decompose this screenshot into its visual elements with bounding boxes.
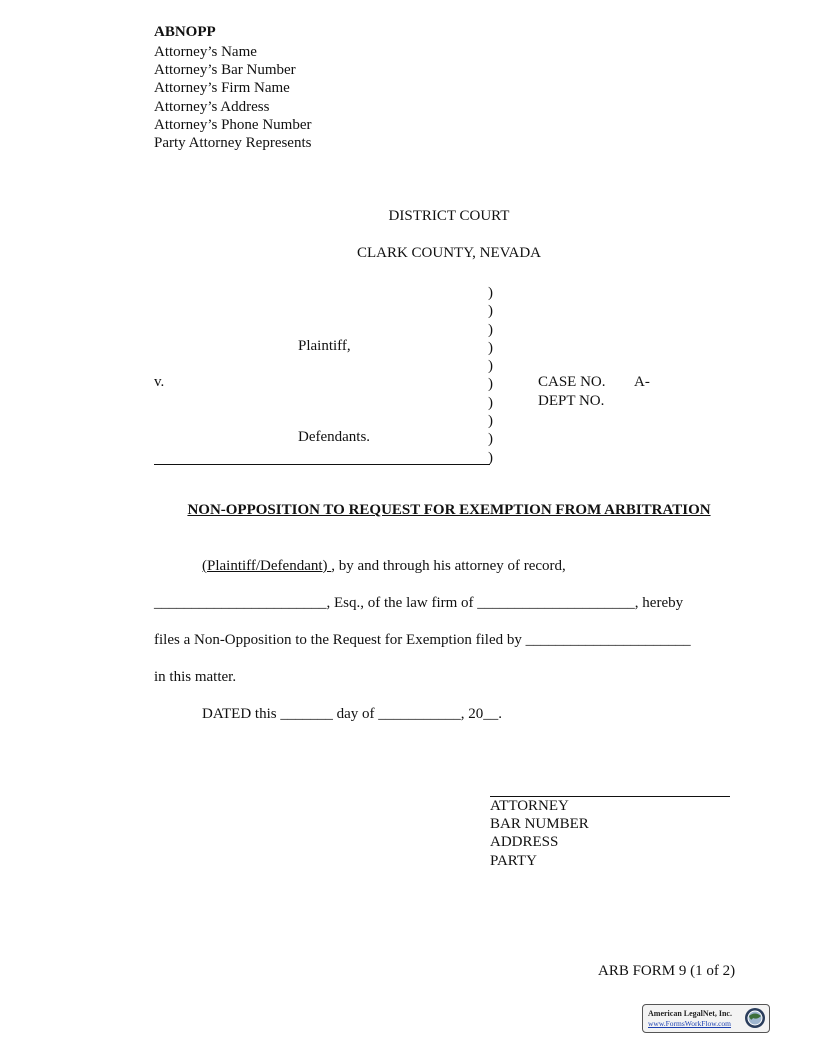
body-line-1-text: , by and through his attorney of record, (331, 558, 566, 574)
caption-paren: ) (488, 303, 493, 320)
caption-paren: ) (488, 358, 493, 375)
caption-paren: ) (488, 413, 493, 430)
attorney-name: Attorney’s Name (154, 44, 257, 60)
attorney-firm-name: Attorney’s Firm Name (154, 80, 290, 96)
caption-paren: ) (488, 431, 493, 448)
body-line-4: in this matter. (154, 669, 237, 685)
caption-paren: ) (488, 285, 493, 301)
defendants-label: Defendants. (298, 429, 371, 445)
party-placeholder: (Plaintiff/Defendant) (202, 558, 332, 574)
court-county: CLARK COUNTY, NEVADA (356, 245, 542, 261)
caption-paren: ) (488, 339, 493, 356)
dated-line: DATED this _______ day of ___________, 20__. (202, 706, 502, 722)
caption-paren: ) (488, 321, 493, 338)
caption-paren-column (488, 284, 500, 467)
plaintiff-label: Plaintiff, (298, 338, 351, 354)
document-title: NON-OPPOSITION TO REQUEST FOR EXEMPTION FROM ARBITRATION (187, 502, 711, 518)
badge-company: American LegalNet, Inc. (648, 1009, 732, 1018)
dept-no-label: DEPT NO. (538, 393, 605, 409)
caption-underline (154, 464, 490, 465)
globe-logo-icon (744, 1007, 766, 1029)
case-no-prefix: A- (634, 374, 650, 390)
signature-bar-number: BAR NUMBER (490, 816, 589, 832)
signature-attorney: ATTORNEY (490, 798, 569, 814)
body-line-3: files a Non-Opposition to the Request for Exemption filed by ______________________ (154, 632, 691, 648)
form-code: ABNOPP (154, 24, 216, 40)
form-label: ARB FORM 9 (1 of 2) (598, 963, 736, 979)
signature-party: PARTY (490, 853, 537, 869)
case-no-label: CASE NO. (538, 374, 606, 390)
caption-paren: ) (488, 394, 493, 411)
body-line-1 (202, 558, 566, 575)
badge-url[interactable]: www.FormsWorkFlow.com (648, 1019, 732, 1028)
attorney-phone: Attorney’s Phone Number (154, 117, 312, 133)
court-name: DISTRICT COURT (388, 208, 510, 224)
signature-address: ADDRESS (490, 834, 559, 850)
caption-paren: ) (488, 376, 493, 393)
caption-paren: ) (488, 449, 493, 466)
versus-label: v. (154, 374, 165, 390)
attorney-address: Attorney’s Address (154, 99, 270, 115)
attorney-bar-number: Attorney’s Bar Number (154, 62, 296, 78)
body-line-2: _______________________, Esq., of the law firm of _____________________, hereby (154, 595, 684, 611)
party-represented: Party Attorney Represents (154, 135, 312, 151)
legalnet-badge[interactable] (642, 1004, 770, 1033)
